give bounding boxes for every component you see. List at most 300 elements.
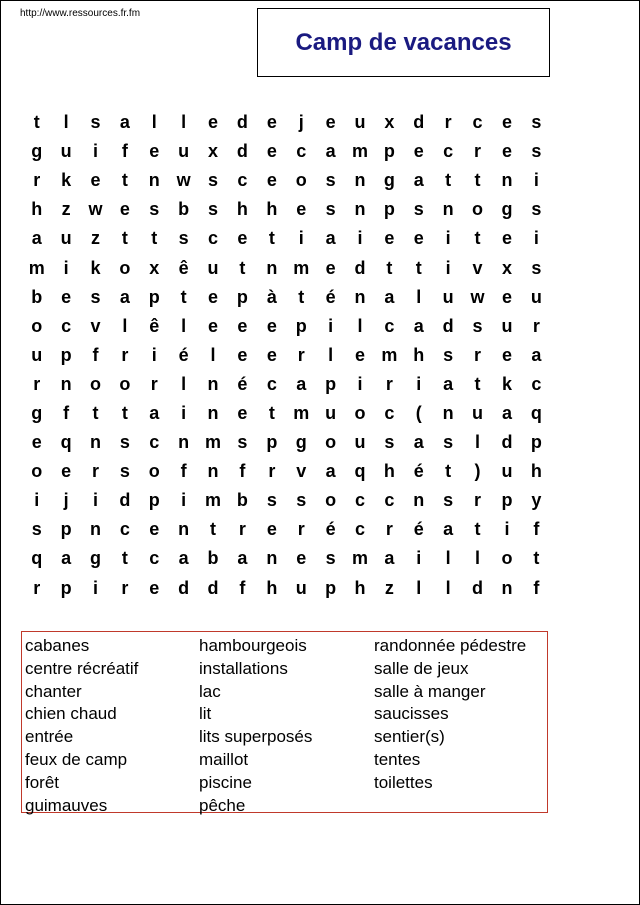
grid-letter[interactable]: n — [60, 373, 72, 394]
grid-letter[interactable]: i — [533, 170, 539, 191]
grid-letter[interactable]: r — [33, 577, 41, 598]
grid-letter[interactable]: s — [413, 199, 424, 220]
grid-letter[interactable]: e — [149, 577, 160, 598]
grid-letter[interactable]: b — [31, 286, 43, 307]
grid-letter[interactable]: i — [151, 344, 157, 365]
grid-letter[interactable]: d — [442, 315, 454, 336]
grid-letter[interactable]: s — [472, 315, 483, 336]
grid-letter[interactable]: u — [60, 141, 72, 162]
grid-letter[interactable]: t — [121, 548, 128, 569]
grid-letter[interactable]: p — [530, 432, 542, 453]
grid-letter[interactable]: l — [122, 315, 128, 336]
grid-letter[interactable]: e — [501, 286, 512, 307]
grid-letter[interactable]: e — [384, 228, 395, 249]
grid-letter[interactable]: t — [415, 257, 422, 278]
grid-letter[interactable]: t — [386, 257, 393, 278]
grid-letter[interactable]: h — [31, 199, 43, 220]
grid-letter[interactable]: e — [266, 112, 277, 133]
grid-letter[interactable]: a — [178, 548, 189, 569]
grid-letter[interactable]: k — [61, 170, 72, 191]
grid-letter[interactable]: i — [34, 490, 40, 511]
grid-letter[interactable]: p — [383, 199, 395, 220]
grid-letter[interactable]: u — [60, 228, 72, 249]
grid-letter[interactable]: c — [61, 315, 72, 336]
grid-letter[interactable]: r — [385, 373, 393, 394]
grid-letter[interactable]: a — [325, 141, 336, 162]
grid-letter[interactable]: e — [237, 315, 248, 336]
grid-letter[interactable]: e — [296, 548, 307, 569]
grid-letter[interactable]: s — [325, 170, 336, 191]
grid-letter[interactable]: o — [325, 432, 337, 453]
grid-letter[interactable]: i — [416, 373, 422, 394]
grid-letter[interactable]: l — [328, 344, 334, 365]
grid-letter[interactable]: o — [31, 461, 43, 482]
grid-letter[interactable]: e — [413, 228, 424, 249]
grid-letter[interactable]: d — [472, 577, 484, 598]
grid-letter[interactable]: l — [210, 344, 216, 365]
grid-letter[interactable]: a — [119, 112, 130, 133]
grid-letter[interactable]: a — [61, 548, 72, 569]
grid-letter[interactable]: s — [208, 170, 219, 191]
grid-letter[interactable]: t — [180, 286, 187, 307]
grid-letter[interactable]: s — [90, 286, 101, 307]
grid-letter[interactable]: r — [444, 112, 452, 133]
grid-letter[interactable]: a — [31, 228, 42, 249]
grid-letter[interactable]: g — [295, 432, 307, 453]
grid-letter[interactable]: à — [266, 286, 277, 307]
grid-letter[interactable]: s — [443, 432, 454, 453]
grid-letter[interactable]: l — [475, 432, 481, 453]
grid-letter[interactable]: o — [148, 461, 160, 482]
grid-letter[interactable]: a — [413, 170, 424, 191]
grid-letter[interactable]: d — [236, 141, 248, 162]
grid-letter[interactable]: r — [121, 577, 129, 598]
grid-letter[interactable]: ) — [474, 461, 481, 482]
grid-letter[interactable]: y — [531, 490, 542, 511]
grid-letter[interactable]: c — [384, 490, 395, 511]
grid-letter[interactable]: r — [474, 344, 482, 365]
grid-letter[interactable]: a — [325, 461, 336, 482]
grid-letter[interactable]: c — [149, 548, 160, 569]
grid-letter[interactable]: t — [239, 257, 246, 278]
grid-letter[interactable]: a — [443, 519, 454, 540]
grid-letter[interactable]: v — [90, 315, 101, 336]
grid-letter[interactable]: b — [207, 548, 219, 569]
grid-letter[interactable]: a — [384, 548, 395, 569]
grid-letter[interactable]: v — [472, 257, 483, 278]
grid-letter[interactable]: s — [119, 461, 130, 482]
grid-letter[interactable]: l — [416, 577, 422, 598]
grid-letter[interactable]: s — [384, 432, 395, 453]
grid-letter[interactable]: t — [121, 402, 128, 423]
grid-letter[interactable]: u — [354, 432, 366, 453]
grid-letter[interactable]: e — [413, 141, 424, 162]
grid-letter[interactable]: z — [90, 228, 100, 249]
grid-letter[interactable]: v — [296, 461, 307, 482]
grid-letter[interactable]: o — [354, 402, 366, 423]
grid-letter[interactable]: w — [176, 170, 191, 191]
grid-letter[interactable]: f — [239, 461, 246, 482]
grid-letter[interactable]: s — [31, 519, 42, 540]
grid-letter[interactable]: r — [121, 344, 129, 365]
grid-letter[interactable]: n — [442, 199, 454, 220]
grid-letter[interactable]: c — [237, 170, 248, 191]
grid-letter[interactable]: q — [60, 432, 72, 453]
grid-letter[interactable]: r — [474, 490, 482, 511]
grid-letter[interactable]: é — [413, 461, 424, 482]
source-url[interactable]: http://www.ressources.fr.fm — [20, 8, 141, 19]
grid-letter[interactable]: s — [443, 490, 454, 511]
grid-letter[interactable]: r — [474, 141, 482, 162]
grid-letter[interactable]: u — [501, 461, 513, 482]
grid-letter[interactable]: n — [89, 519, 101, 540]
grid-letter[interactable]: n — [354, 286, 366, 307]
grid-letter[interactable]: a — [384, 286, 395, 307]
grid-letter[interactable]: e — [501, 228, 512, 249]
grid-letter[interactable]: p — [266, 432, 278, 453]
grid-letter[interactable]: d — [354, 257, 366, 278]
grid-letter[interactable]: h — [354, 577, 366, 598]
grid-letter[interactable]: m — [351, 141, 368, 162]
grid-letter[interactable]: c — [296, 141, 307, 162]
grid-letter[interactable]: u — [501, 315, 513, 336]
grid-letter[interactable]: i — [504, 519, 510, 540]
grid-letter[interactable]: a — [149, 402, 160, 423]
grid-letter[interactable]: m — [351, 548, 368, 569]
grid-letter[interactable]: f — [239, 577, 246, 598]
grid-letter[interactable]: p — [60, 344, 72, 365]
grid-letter[interactable]: p — [383, 141, 395, 162]
grid-letter[interactable]: l — [181, 112, 187, 133]
grid-letter[interactable]: t — [33, 112, 40, 133]
grid-letter[interactable]: h — [383, 461, 395, 482]
grid-letter[interactable]: c — [354, 519, 365, 540]
grid-letter[interactable]: s — [531, 112, 542, 133]
grid-letter[interactable]: m — [293, 402, 310, 423]
grid-letter[interactable]: c — [531, 373, 542, 394]
grid-letter[interactable]: h — [266, 577, 278, 598]
grid-letter[interactable]: f — [533, 577, 540, 598]
grid-letter[interactable]: t — [474, 170, 481, 191]
grid-letter[interactable]: i — [298, 228, 304, 249]
grid-letter[interactable]: i — [445, 228, 451, 249]
grid-letter[interactable]: l — [445, 577, 451, 598]
grid-letter[interactable]: e — [501, 112, 512, 133]
grid-letter[interactable]: s — [325, 548, 336, 569]
grid-letter[interactable]: a — [413, 315, 424, 336]
grid-letter[interactable]: r — [238, 519, 246, 540]
grid-letter[interactable]: l — [63, 112, 69, 133]
grid-letter[interactable]: e — [266, 315, 277, 336]
grid-letter[interactable]: t — [121, 170, 128, 191]
grid-letter[interactable]: a — [443, 373, 454, 394]
grid-letter[interactable]: t — [445, 461, 452, 482]
grid-letter[interactable]: p — [236, 286, 248, 307]
grid-letter[interactable]: l — [151, 112, 157, 133]
grid-letter[interactable]: n — [178, 432, 190, 453]
grid-letter[interactable]: t — [298, 286, 305, 307]
grid-letter[interactable]: c — [384, 315, 395, 336]
grid-letter[interactable]: n — [354, 199, 366, 220]
grid-letter[interactable]: ê — [178, 257, 189, 278]
grid-letter[interactable]: f — [121, 141, 128, 162]
grid-letter[interactable]: o — [31, 315, 43, 336]
grid-letter[interactable]: l — [181, 373, 187, 394]
grid-letter[interactable]: e — [208, 112, 219, 133]
grid-letter[interactable]: x — [208, 141, 219, 162]
grid-letter[interactable]: é — [413, 519, 424, 540]
grid-letter[interactable]: i — [357, 373, 363, 394]
grid-letter[interactable]: n — [207, 373, 219, 394]
grid-letter[interactable]: i — [533, 228, 539, 249]
grid-letter[interactable]: f — [180, 461, 187, 482]
grid-letter[interactable]: a — [325, 228, 336, 249]
grid-letter[interactable]: s — [237, 432, 248, 453]
grid-letter[interactable]: c — [119, 519, 130, 540]
grid-letter[interactable]: n — [501, 577, 513, 598]
grid-letter[interactable]: g — [31, 402, 43, 423]
grid-letter[interactable]: é — [325, 519, 336, 540]
grid-letter[interactable]: e — [266, 141, 277, 162]
grid-letter[interactable]: e — [266, 170, 277, 191]
grid-letter[interactable]: a — [501, 402, 512, 423]
grid-letter[interactable]: t — [92, 402, 99, 423]
grid-letter[interactable]: h — [266, 199, 278, 220]
grid-letter[interactable]: c — [472, 112, 483, 133]
grid-letter[interactable]: u — [472, 402, 484, 423]
grid-letter[interactable]: o — [119, 373, 131, 394]
grid-letter[interactable]: i — [92, 577, 98, 598]
grid-letter[interactable]: t — [474, 228, 481, 249]
grid-letter[interactable]: r — [268, 461, 276, 482]
grid-letter[interactable]: s — [178, 228, 189, 249]
grid-letter[interactable]: s — [90, 112, 101, 133]
grid-letter[interactable]: e — [325, 257, 336, 278]
grid-letter[interactable]: b — [178, 199, 190, 220]
grid-letter[interactable]: r — [297, 519, 305, 540]
grid-letter[interactable]: r — [150, 373, 158, 394]
grid-letter[interactable]: s — [531, 257, 542, 278]
grid-letter[interactable]: u — [207, 257, 219, 278]
grid-letter[interactable]: x — [501, 257, 512, 278]
grid-letter[interactable]: e — [237, 228, 248, 249]
grid-letter[interactable]: h — [530, 461, 542, 482]
grid-letter[interactable]: s — [443, 344, 454, 365]
grid-letter[interactable]: d — [413, 112, 425, 133]
grid-letter[interactable]: g — [89, 548, 101, 569]
grid-letter[interactable]: n — [266, 548, 278, 569]
grid-letter[interactable]: r — [385, 519, 393, 540]
grid-letter[interactable]: p — [60, 519, 72, 540]
grid-letter[interactable]: i — [416, 548, 422, 569]
grid-letter[interactable]: s — [119, 432, 130, 453]
grid-letter[interactable]: s — [266, 490, 277, 511]
grid-letter[interactable]: i — [92, 490, 98, 511]
grid-letter[interactable]: d — [178, 577, 190, 598]
grid-letter[interactable]: j — [298, 112, 304, 133]
grid-letter[interactable]: e — [237, 402, 248, 423]
grid-letter[interactable]: z — [384, 577, 394, 598]
grid-letter[interactable]: s — [531, 141, 542, 162]
grid-letter[interactable]: a — [119, 286, 130, 307]
grid-letter[interactable]: o — [472, 199, 484, 220]
grid-letter[interactable]: q — [530, 402, 542, 423]
grid-letter[interactable]: a — [413, 432, 424, 453]
grid-letter[interactable]: r — [532, 315, 540, 336]
grid-letter[interactable]: e — [354, 344, 365, 365]
grid-letter[interactable]: m — [205, 490, 222, 511]
grid-letter[interactable]: s — [531, 199, 542, 220]
grid-letter[interactable]: f — [533, 519, 540, 540]
grid-letter[interactable]: l — [357, 315, 363, 336]
grid-letter[interactable]: n — [501, 170, 513, 191]
grid-letter[interactable]: u — [178, 141, 190, 162]
grid-letter[interactable]: n — [207, 461, 219, 482]
grid-letter[interactable]: d — [236, 112, 248, 133]
grid-letter[interactable]: e — [149, 519, 160, 540]
grid-letter[interactable]: u — [31, 344, 43, 365]
grid-letter[interactable]: s — [149, 199, 160, 220]
grid-letter[interactable]: r — [91, 461, 99, 482]
grid-letter[interactable]: t — [268, 228, 275, 249]
grid-letter[interactable]: e — [149, 141, 160, 162]
grid-letter[interactable]: p — [295, 315, 307, 336]
grid-letter[interactable]: e — [90, 170, 101, 191]
grid-letter[interactable]: é — [237, 373, 248, 394]
grid-letter[interactable]: d — [207, 577, 219, 598]
grid-letter[interactable]: t — [445, 170, 452, 191]
grid-letter[interactable]: l — [475, 548, 481, 569]
grid-letter[interactable]: o — [325, 490, 337, 511]
grid-letter[interactable]: u — [295, 577, 307, 598]
grid-letter[interactable]: w — [88, 199, 103, 220]
grid-letter[interactable]: c — [443, 141, 454, 162]
grid-letter[interactable]: o — [295, 170, 307, 191]
grid-letter[interactable]: x — [149, 257, 160, 278]
grid-letter[interactable]: t — [151, 228, 158, 249]
grid-letter[interactable]: l — [445, 548, 451, 569]
grid-letter[interactable]: a — [531, 344, 542, 365]
grid-letter[interactable]: e — [266, 519, 277, 540]
grid-letter[interactable]: t — [474, 373, 481, 394]
grid-letter[interactable]: d — [501, 432, 513, 453]
grid-letter[interactable]: e — [61, 461, 72, 482]
grid-letter[interactable]: t — [268, 402, 275, 423]
grid-letter[interactable]: u — [354, 112, 366, 133]
grid-letter[interactable]: r — [33, 170, 41, 191]
grid-letter[interactable]: o — [89, 373, 101, 394]
grid-letter[interactable]: m — [28, 257, 45, 278]
grid-letter[interactable]: c — [384, 402, 395, 423]
grid-letter[interactable]: a — [296, 373, 307, 394]
grid-letter[interactable]: k — [501, 373, 512, 394]
grid-letter[interactable]: g — [383, 170, 395, 191]
grid-letter[interactable]: o — [119, 257, 131, 278]
grid-letter[interactable]: m — [381, 344, 398, 365]
grid-letter[interactable]: s — [296, 490, 307, 511]
grid-letter[interactable]: i — [181, 402, 187, 423]
grid-letter[interactable]: c — [149, 432, 160, 453]
grid-letter[interactable]: u — [325, 402, 337, 423]
grid-letter[interactable]: c — [266, 373, 277, 394]
grid-letter[interactable]: i — [181, 490, 187, 511]
grid-letter[interactable]: p — [325, 373, 337, 394]
grid-letter[interactable]: z — [61, 199, 71, 220]
grid-letter[interactable]: g — [501, 199, 513, 220]
grid-letter[interactable]: h — [413, 344, 425, 365]
grid-letter[interactable]: r — [33, 373, 41, 394]
grid-letter[interactable]: é — [178, 344, 189, 365]
grid-letter[interactable]: i — [92, 141, 98, 162]
grid-letter[interactable]: n — [207, 402, 219, 423]
grid-letter[interactable]: i — [445, 257, 451, 278]
grid-letter[interactable]: n — [354, 170, 366, 191]
grid-letter[interactable]: n — [89, 432, 101, 453]
grid-letter[interactable]: e — [208, 286, 219, 307]
grid-letter[interactable]: ( — [415, 402, 422, 423]
grid-letter[interactable]: q — [31, 548, 43, 569]
grid-letter[interactable]: t — [474, 519, 481, 540]
grid-letter[interactable]: r — [297, 344, 305, 365]
grid-letter[interactable]: u — [442, 286, 454, 307]
grid-letter[interactable]: m — [293, 257, 310, 278]
grid-letter[interactable]: s — [325, 199, 336, 220]
grid-letter[interactable]: p — [148, 490, 160, 511]
grid-letter[interactable]: b — [236, 490, 248, 511]
grid-letter[interactable]: p — [148, 286, 160, 307]
grid-letter[interactable]: i — [328, 315, 334, 336]
grid-letter[interactable]: x — [384, 112, 395, 133]
grid-letter[interactable]: n — [178, 519, 190, 540]
grid-letter[interactable]: p — [325, 577, 337, 598]
grid-letter[interactable]: s — [208, 199, 219, 220]
grid-letter[interactable]: l — [181, 315, 187, 336]
grid-letter[interactable]: n — [413, 490, 425, 511]
grid-letter[interactable]: t — [533, 548, 540, 569]
grid-letter[interactable]: é — [325, 286, 336, 307]
grid-letter[interactable]: e — [296, 199, 307, 220]
grid-letter[interactable]: n — [442, 402, 454, 423]
grid-letter[interactable]: h — [236, 199, 248, 220]
grid-letter[interactable]: p — [501, 490, 513, 511]
grid-letter[interactable]: j — [63, 490, 69, 511]
grid-letter[interactable]: c — [354, 490, 365, 511]
grid-letter[interactable]: e — [208, 315, 219, 336]
grid-letter[interactable]: ê — [149, 315, 160, 336]
grid-letter[interactable]: m — [205, 432, 222, 453]
grid-letter[interactable]: d — [119, 490, 131, 511]
grid-letter[interactable]: i — [357, 228, 363, 249]
grid-letter[interactable]: i — [63, 257, 69, 278]
grid-letter[interactable]: w — [470, 286, 485, 307]
grid-letter[interactable]: q — [354, 461, 366, 482]
grid-letter[interactable]: e — [237, 344, 248, 365]
grid-letter[interactable]: k — [90, 257, 101, 278]
grid-letter[interactable]: p — [60, 577, 72, 598]
grid-letter[interactable]: g — [31, 141, 43, 162]
grid-letter[interactable]: t — [210, 519, 217, 540]
grid-letter[interactable]: u — [530, 286, 542, 307]
grid-letter[interactable]: a — [237, 548, 248, 569]
grid-letter[interactable]: e — [266, 344, 277, 365]
grid-letter[interactable]: l — [416, 286, 422, 307]
grid-letter[interactable]: o — [501, 548, 513, 569]
grid-letter[interactable]: e — [325, 112, 336, 133]
grid-letter[interactable]: e — [61, 286, 72, 307]
grid-letter[interactable]: f — [63, 402, 70, 423]
grid-letter[interactable]: c — [208, 228, 219, 249]
grid-letter[interactable]: n — [148, 170, 160, 191]
